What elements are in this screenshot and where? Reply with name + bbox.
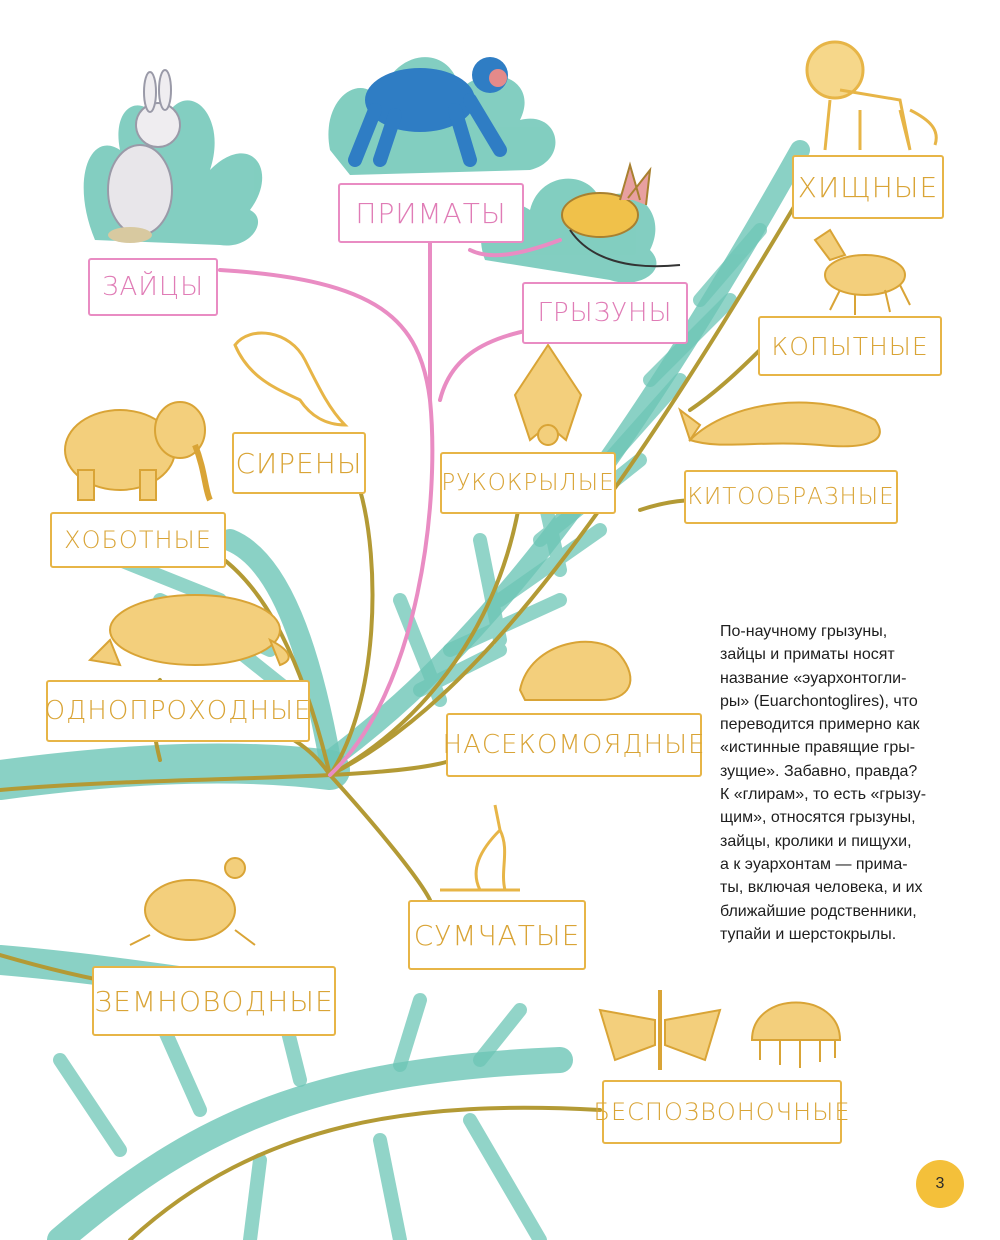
note-line: ты, включая человека, и их (720, 879, 923, 897)
hedgehog-icon (520, 642, 630, 700)
horse-icon (815, 230, 910, 315)
note-line: ближайшие родственники, (720, 902, 917, 920)
label-zaitsy: ЗАЙЦЫ (88, 258, 218, 316)
frog-icon (130, 858, 255, 945)
note-line: По-научному грызуны, (720, 623, 888, 640)
elephant-icon (65, 402, 210, 500)
platypus-icon (90, 595, 289, 665)
note-line: «истинные правящие гры- (720, 739, 916, 757)
label-zemnovodnye: ЗЕМНОВОДНЫЕ (92, 966, 336, 1036)
label-odnoprokhodnye: ОДНОПРОХОДНЫЕ (46, 680, 310, 742)
kangaroo-icon (440, 805, 520, 890)
whale-icon (680, 403, 880, 447)
label-kitoobraznye: КИТООБРАЗНЫЕ (684, 470, 898, 524)
label-bespozvonochnye: БЕСПОЗВОНОЧНЫЕ (602, 1080, 842, 1144)
lion-icon (807, 42, 936, 150)
bat-icon (515, 345, 581, 445)
note-line: щим», относятся грызуны, (720, 809, 916, 827)
explanatory-note (720, 620, 980, 946)
note-line: переводится примерно как (720, 716, 920, 734)
label-rukokrylye: РУКОКРЫЛЫЕ (440, 452, 616, 514)
note-line: зайцы, кролики и пищухи, (720, 832, 912, 850)
note-line: зайцы и приматы носят (720, 646, 895, 664)
note-line: К «глирам», то есть «грызу- (720, 786, 927, 804)
label-khishchnye: ХИЩНЫЕ (792, 155, 944, 219)
moth-icon (600, 990, 720, 1070)
label-sumchatye: СУМЧАТЫЕ (408, 900, 586, 970)
label-nasekomoyadnye: НАСЕКОМОЯДНЫЕ (446, 713, 702, 777)
label-kopytnye: КОПЫТНЫЕ (758, 316, 942, 376)
note-line: тупайи и шерстокрылы. (720, 925, 897, 943)
note-line: ры» (Euarchontoglires), что (720, 692, 918, 710)
label-primaty: ПРИМАТЫ (338, 183, 524, 243)
manatee-icon (235, 333, 345, 425)
label-sireny: СИРЕНЫ (232, 432, 366, 494)
note-line: зущие». Забавно, правда? (720, 762, 918, 780)
jellyfish-icon (752, 1003, 840, 1069)
note-line: а к эуархонтам — прима- (720, 855, 908, 873)
label-gryzuny: ГРЫЗУНЫ (522, 282, 688, 344)
note-line: название «эуархонтогли- (720, 669, 907, 687)
label-khobotnye: ХОБОТНЫЕ (50, 512, 226, 568)
page-number: 3 (916, 1160, 964, 1208)
